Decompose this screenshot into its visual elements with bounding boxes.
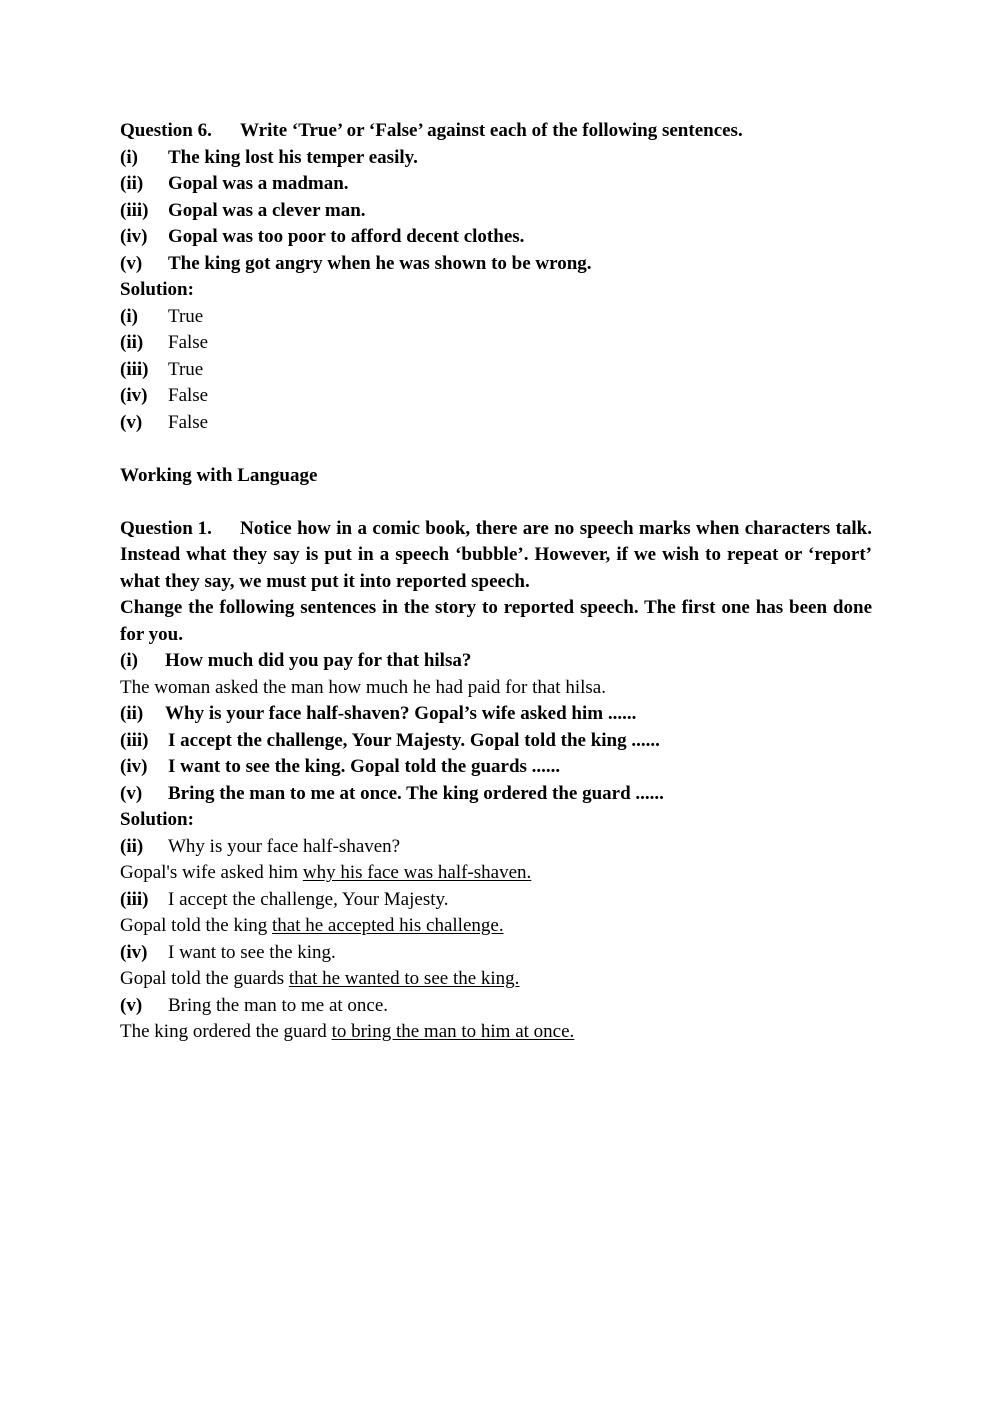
answer-quote-text: Why is your face half-shaven? (168, 835, 401, 857)
answer-quote (120, 940, 872, 967)
question-1-prompt-paragraph (120, 516, 872, 596)
question-6-prompt: Write ‘True’ or ‘False’ against each of the following sentences. (240, 120, 743, 141)
item-text: Bring the man to me at once. The king ordered the guard ...... (168, 782, 664, 804)
answer-reported (120, 913, 872, 940)
spacer (120, 436, 872, 463)
question-1-item (120, 728, 872, 755)
item-text: The king got angry when he was shown to be wrong. (168, 252, 592, 274)
answer-item (120, 330, 872, 357)
question-6-item (120, 145, 872, 172)
answer-item (120, 304, 872, 331)
answer-reported (120, 860, 872, 887)
solution-label: Solution: (120, 279, 194, 300)
item-text: Gopal was a madman. (168, 173, 349, 194)
answer-lead: Gopal's wife asked him (120, 862, 303, 883)
question-1-example-answer: The woman asked the man how much he had paid for that hilsa. (120, 676, 606, 698)
answer-reported-text: that he wanted to see the king. (288, 968, 520, 989)
item-number: (v) (120, 782, 143, 804)
answer-quote-text: I accept the challenge, Your Majesty. (168, 888, 449, 910)
answer-lead: The king ordered the guard (120, 1021, 332, 1042)
question-1-instruction: Change the following sentences in the story to reported speech. The first one has been done for you. (120, 597, 872, 645)
question-6-label: Question 6. (120, 120, 212, 141)
item-text: Why is your face half-shaven? Gopal’s wife asked him ...... (165, 703, 637, 724)
item-text: Gopal was too poor to afford decent clothes. (168, 226, 525, 247)
answer-number: (iv) (120, 941, 148, 963)
question-6-item (120, 224, 872, 251)
answer-text: False (168, 332, 209, 353)
item-text: I accept the challenge, Your Majesty. Gopal told the king ...... (168, 729, 660, 751)
question-6-item (120, 198, 872, 225)
answer-number: (i) (120, 305, 138, 327)
item-text: I want to see the king. Gopal told the guards ...... (168, 756, 561, 777)
answer-number: (v) (120, 994, 143, 1016)
solution-label: Solution: (120, 809, 194, 830)
question-6-item (120, 171, 872, 198)
answer-reported (120, 966, 872, 993)
item-number: (i) (120, 146, 138, 168)
answer-number: (iv) (120, 385, 148, 406)
item-text: Gopal was a clever man. (168, 199, 366, 221)
item-text: How much did you pay for that hilsa? (165, 650, 472, 671)
question-6-item (120, 251, 872, 278)
question-6-heading (120, 118, 872, 145)
answer-quote (120, 887, 872, 914)
answer-text: True (168, 358, 204, 380)
document-page (120, 118, 872, 1046)
item-number: (ii) (120, 173, 144, 194)
item-number: (ii) (120, 703, 144, 724)
question-1-label: Question 1. (120, 517, 212, 539)
question-1-item (120, 701, 872, 728)
question-1-item (120, 781, 872, 808)
question-1-item (120, 754, 872, 781)
section-heading: Working with Language (120, 464, 318, 486)
answer-text: False (168, 411, 209, 433)
answer-quote (120, 834, 872, 861)
answer-text: True (168, 305, 204, 327)
answer-number: (ii) (120, 332, 144, 353)
answer-number: (iii) (120, 358, 149, 380)
item-number: (i) (120, 650, 138, 671)
answer-text: False (168, 385, 209, 406)
question-1-prompt: Notice how in a comic book, there are no speech marks when characters talk. Instead what they say is put in a speech ‘bubble’. However, if we wish to repeat or ‘report’ what they say, we must put it into reported speech. (120, 517, 872, 592)
answer-lead: Gopal told the king (120, 915, 272, 936)
item-number: (v) (120, 252, 143, 274)
answer-reported (120, 1019, 872, 1046)
answer-quote-text: I want to see the king. (168, 941, 336, 963)
answer-item (120, 357, 872, 384)
answer-lead: Gopal told the guards (120, 968, 289, 989)
answer-item (120, 410, 872, 437)
answer-reported-text: that he accepted his challenge. (271, 915, 504, 936)
spacer (120, 489, 872, 516)
item-number: (iv) (120, 756, 148, 777)
answer-number: (v) (120, 411, 143, 433)
answer-item (120, 383, 872, 410)
item-text: The king lost his temper easily. (168, 146, 418, 168)
answer-number: (iii) (120, 888, 149, 910)
answer-quote-text: Bring the man to me at once. (168, 994, 389, 1016)
answer-number: (ii) (120, 835, 144, 857)
answer-reported-text: why his face was half-shaven. (302, 862, 532, 883)
item-number: (iii) (120, 199, 149, 221)
item-number: (iv) (120, 226, 148, 247)
answer-reported-text: to bring the man to him at once. (331, 1021, 575, 1042)
answer-quote (120, 993, 872, 1020)
question-1-example (120, 648, 872, 675)
item-number: (iii) (120, 729, 149, 751)
